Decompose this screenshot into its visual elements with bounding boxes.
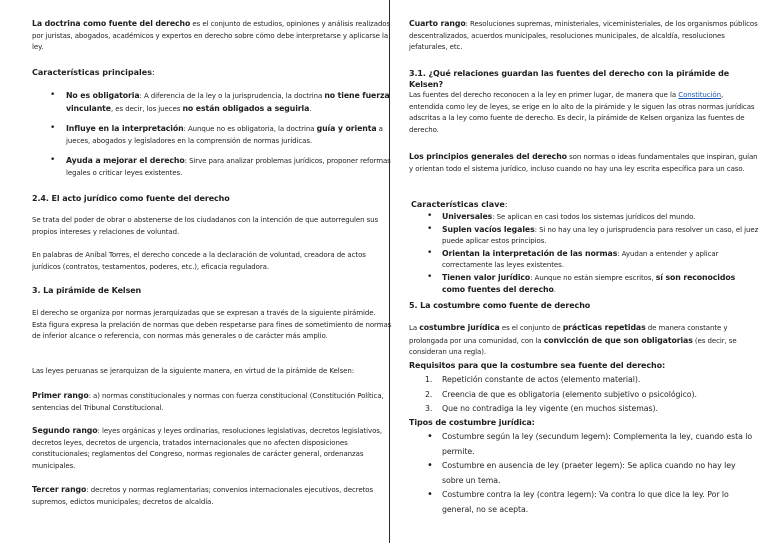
requirement-number: 1.: [425, 375, 433, 384]
requirement-text: Repetición constante de actos (elemento material).: [442, 375, 641, 384]
types-list: [409, 430, 759, 517]
requirement-item: [409, 373, 759, 388]
feature-text: : Aunque no es obligatoria, la doctrina: [183, 125, 317, 133]
rank-3-label: Tercer rango: [32, 485, 87, 494]
feature-item: [32, 90, 392, 115]
feature-term: Ayuda a mejorar el derecho: [66, 156, 185, 165]
key-characteristic-emphasis: sí son reconocidos como fuentes del derecho: [442, 272, 736, 294]
features-list: [32, 90, 392, 179]
section-3-1-text: Las fuentes del derecho reconocen a la ley en primer lugar, de manera que la: [409, 91, 679, 99]
section-3-1-heading: 3.1. ¿Qué relaciones guardan las fuentes del derecho con la pirámide de Kelsen?: [409, 69, 730, 89]
types-heading: Tipos de costumbre jurídica:: [409, 418, 535, 427]
requirement-text: Creencia de que es obligatoria (elemento subjetivo o psicológico).: [442, 389, 697, 399]
key-characteristic-text: : Si no hay una ley o jurisprudencia para resolver un caso, el juez puede aplicar estos principios.: [442, 225, 759, 245]
type-item: • Costumbre en ausencia de ley (praeter legem): Se aplica cuando no hay ley sobre un tema.: [409, 459, 759, 488]
feature-term: No es obligatoria: [66, 91, 140, 100]
principles-term: Los principios generales del derecho: [409, 152, 567, 161]
rank-2-label: Segundo rango: [32, 426, 98, 435]
key-characteristic-item: [409, 272, 759, 297]
section-3-paragraph-2: Las leyes peruanas se jerarquizan de la siguiente manera, en virtud de la pirámide de Kelsen:: [32, 367, 355, 375]
section-5-text: es el conjunto de: [499, 324, 563, 332]
section-5-emphasis: convicción de que son obligatorias: [543, 335, 693, 345]
doctrine-intro: [32, 18, 392, 54]
rank-1-label: Primer rango: [32, 391, 89, 400]
feature-emphasis: no tiene fuerza vinculante: [66, 91, 390, 113]
section-3-paragraph-1: El derecho se organiza por normas jerarquizadas que se expresan a través de la siguiente pirámide. Esta figura expresa la prelación de normas que deben respetarse para fines de sometimiento de normas de inferior alcance o referencia, con normas más generales o de carácter más amplio.: [32, 309, 392, 340]
section-5-text: (es decir, se consideran una regla).: [409, 336, 737, 356]
doctrine-term: La doctrina como fuente del derecho: [32, 19, 191, 28]
feature-item: [32, 155, 392, 179]
rank-3-text: : decretos y normas reglamentarias; convenios internacionales ejecutivos, decretos supremos, edictos municipales; decretos de alcaldía.: [32, 486, 374, 506]
feature-item: [32, 123, 392, 147]
key-characteristics-heading: [411, 199, 761, 210]
requirement-text: Que no contradiga la ley vigente (en muchos sistemas).: [442, 404, 658, 413]
requirements-heading: Requisitos para que la costumbre sea fuente del derecho:: [409, 361, 666, 370]
feature-emphasis: no están obligados a seguirla: [182, 103, 310, 113]
feature-emphasis: guía y orienta: [316, 124, 377, 133]
doctrine-text: es el conjunto de estudios, opiniones y análisis realizados por juristas, abogados, académicos y expertos en derecho sobre cómo debe interpretarse y aplicarse la ley.: [32, 20, 391, 51]
key-characteristic-term: Orientan la interpretación de las normas: [442, 248, 618, 258]
section-3-1-text: , entendida como ley de leyes, se erige en lo alto de la pirámide y le siguen las otras normas jurídicas adscritas a la ley como fuente de derecho. Es decir, la pirámide de Kelsen organiza las fuentes de derecho.: [409, 91, 755, 134]
rank-1: [32, 390, 392, 414]
rank-1-text: : a) normas constitucionales y normas con fuerza constitucional (Constitución Política, sentencias del Tribunal Constitucional.: [32, 392, 384, 412]
section-2-4-paragraph-2: En palabras de Aníbal Torres, el derecho concede a la declaración de voluntad, creadora de actos jurídicos (contratos, testamentos, poderes, etc.), eficacia reguladora.: [32, 251, 366, 271]
section-5-emphasis: costumbre jurídica: [419, 323, 500, 332]
section-5-heading: 5. La costumbre como fuente de derecho: [409, 301, 591, 310]
rank-2-text: : leyes orgánicas y leyes ordinarias, resoluciones legislativas, decretos legislativos, decretos leyes, decretos de urgencia, tratados internacionales que no afecten disposiciones constitucionales; reglamentos del Congreso, normas regionales de carácter general, ordenanzas municipales.: [32, 427, 383, 470]
feature-text: .: [309, 104, 312, 113]
requirement-number: 2.: [425, 389, 433, 399]
rank-4-label: Cuarto rango: [409, 19, 466, 28]
rank-4: [409, 18, 759, 54]
section-5-emphasis: prácticas repetidas: [562, 323, 646, 332]
requirements-list: [409, 373, 759, 417]
section-2-4-paragraph-1: Se trata del poder de obrar o abstenerse de los ciudadanos con la intención de que autorregulen sus propios intereses y relaciones de voluntad.: [32, 216, 379, 236]
key-characteristic-item: [409, 248, 759, 272]
section-5-text: de manera constante y prolongada por una comunidad, con la: [409, 324, 728, 345]
key-characteristic-item: [409, 224, 759, 248]
key-characteristics-colon: :: [504, 200, 508, 209]
section-3-1-paragraph: [409, 90, 759, 136]
key-characteristic-text: : Se aplican en casi todos los sistemas jurídicos del mundo.: [492, 213, 696, 221]
key-characteristic-term: Tienen valor jurídico: [442, 272, 531, 282]
requirement-number: 3.: [425, 404, 433, 413]
section-5-text: La: [409, 324, 420, 332]
features-heading-label: Características principales: [32, 68, 152, 77]
feature-text: : Sirve para analizar problemas jurídicos, proponer reformas legales o criticar leyes existentes.: [66, 157, 391, 177]
constitucion-link[interactable]: Constitución: [678, 91, 721, 99]
key-characteristic-term: Suplen vacíos legales: [442, 224, 535, 234]
feature-text: , es decir, los jueces: [110, 104, 183, 113]
principles-paragraph: [409, 151, 759, 175]
features-heading-colon: :: [151, 68, 155, 77]
requirement-item: [409, 402, 759, 417]
section-3-heading: 3. La pirámide de Kelsen: [32, 286, 142, 295]
type-item: • Costumbre contra la ley (contra legem): Va contra lo que dice la ley. Por lo general, no se acepta.: [409, 488, 759, 517]
key-characteristics-list: [409, 211, 759, 297]
type-item: • Costumbre según la ley (secundum legem): Complementa la ley, cuando esta lo permite.: [409, 430, 759, 459]
feature-text: : A diferencia de la ley o la jurisprudencia, la doctrina: [139, 92, 325, 100]
key-characteristic-term: Universales: [442, 212, 493, 221]
section-2-4-heading: 2.4. El acto jurídico como fuente del derecho: [32, 194, 230, 203]
key-characteristic-text: : Ayudan a entender y aplicar correctamente las leyes existentes.: [442, 249, 719, 269]
principles-text: son normas o ideas fundamentales que inspiran, guían y orientan todo el sistema jurídico, incluso cuando no hay una ley escrita específica para un caso.: [409, 153, 758, 173]
section-5-paragraph: [409, 322, 759, 359]
key-characteristics-label: Características clave: [411, 200, 505, 209]
rank-4-text: : Resoluciones supremas, ministeriales, viceministeriales, de los organismos públicos descentralizados, acuerdos municipales, resoluciones municipales, de alcaldía, resoluciones jefaturales, etc.: [409, 20, 758, 51]
rank-2: [32, 425, 392, 472]
feature-term: Influye en la interpretación: [66, 124, 184, 133]
rank-3: [32, 484, 392, 508]
key-characteristic-text: .: [553, 286, 556, 294]
feature-text: a jueces, abogados y legisladores en la comprensión de normas jurídicas.: [66, 125, 383, 145]
key-characteristic-text: : Aunque no están siempre escritos,: [530, 273, 656, 282]
requirement-item: [409, 388, 759, 403]
key-characteristic-item: [409, 211, 759, 224]
features-heading: [32, 67, 392, 78]
